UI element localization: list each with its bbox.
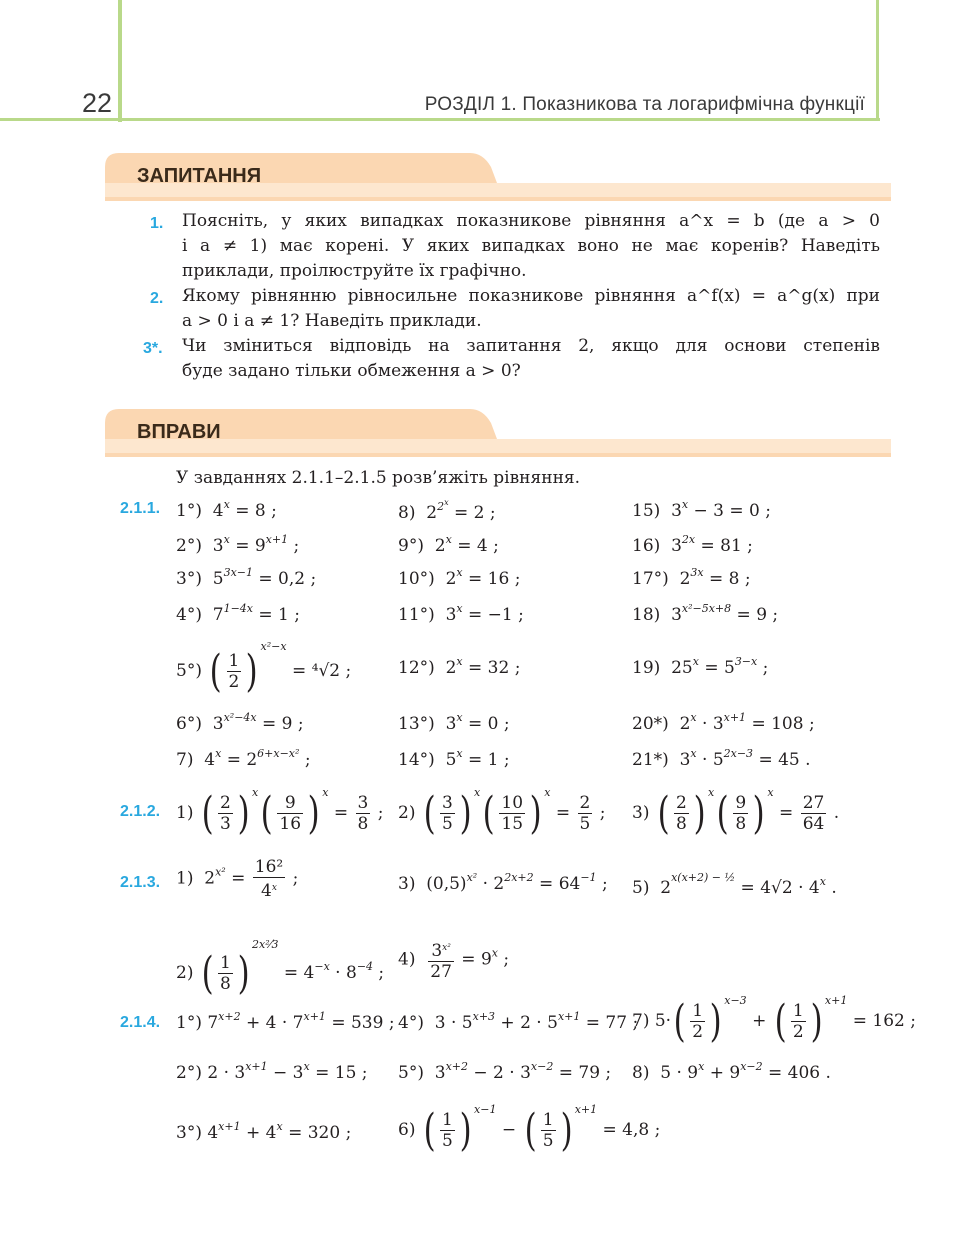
exercise-item: 11°) $3^x = -1$ ;: [398, 602, 524, 625]
exercise-item: 19) $25^x = 5^{3-x}$ ;: [632, 655, 769, 678]
exercise-item: 2) ( $\frac{3}{5}$ ) $^x$( $\frac{10}{15}$ ) $^x$ = $\frac{2}{5}$ ;: [398, 786, 606, 839]
exercise-item: 14°) $5^x = 1$ ;: [398, 747, 510, 770]
exercises-header-band: [105, 409, 891, 451]
exercise-item: 7) $4^x = 2^{6+x-x^2}$ ;: [176, 747, 311, 770]
page-number: 22: [82, 88, 113, 118]
question-line: a > 0 і a ≠ 1? Наведіть приклади.: [182, 311, 482, 331]
question-1-text: [182, 209, 880, 284]
exercise-number: 2.1.4.: [120, 1014, 161, 1031]
frame-line-right: [876, 0, 879, 121]
question-line: буде задано тільки обмеження a > 0?: [182, 361, 521, 381]
question-number: 3*.: [143, 340, 163, 357]
exercise-item: 12°) $2^x = 32$ ;: [398, 655, 521, 678]
exercise-item: 18) $3^{x^2-5x+8} = 9$ ;: [632, 602, 779, 625]
exercise-item: 1) $2^{x^2}$ = $\frac{\text{16²}}{4^x}$ ;: [176, 857, 299, 901]
exercise-item: 5°) $3^{x+2} - 2 \cdot 3^{x-2} = 79$ ;: [398, 1060, 612, 1083]
running-head: РОЗДІЛ 1. Показникова та логарифмічна функції: [424, 94, 865, 115]
exercise-item: 6°) $3^{x^2-4x} = 9$ ;: [176, 711, 304, 734]
exercise-number: 2.1.3.: [120, 874, 161, 891]
question-line: Поясніть, у яких випадках показникове рівняння a^x = b (де a > 0: [182, 211, 880, 231]
question-3-text: [182, 334, 880, 384]
exercise-item: 3) ( $\frac{2}{8}$ ) $^x$( $\frac{9}{8}$ ) $^x$ = $\frac{27}{64}$ .: [632, 786, 840, 839]
exercise-item: 5) $2^{x(x+2) - \frac{1}{2}} = 4√2 \cdot 4^x$ .: [632, 871, 837, 898]
question-number: 1.: [150, 215, 164, 232]
exercise-number: 2.1.1.: [120, 500, 161, 517]
exercise-item: 4°) $3 \cdot 5^{x+3} + 2 \cdot 5^{x+1} = 77$ ;: [398, 1010, 639, 1033]
exercise-item: 2°) $3^x = 9^{x+1}$ ;: [176, 533, 300, 556]
question-line: Якому рівнянню рівносильне показникове рівняння a^f(x) = a^g(x) при: [182, 286, 880, 306]
questions-header-band: [105, 153, 891, 195]
frame-line-horizontal: [0, 118, 880, 121]
frame-line-vertical: [118, 0, 122, 122]
exercise-item: 3) $(0,5)^{x^2} \cdot 2^{2x+2} = 64^{-1}$ ;: [398, 871, 608, 894]
question-line: приклади, проілюструйте їх графічно.: [182, 261, 527, 281]
question-2-text: [182, 284, 880, 334]
exercise-item: 1°) $7^{x+2} + 4 \cdot 7^{x+1} = 539$ ;: [176, 1010, 395, 1033]
exercise-item: 21*) $3^x \cdot 5^{2x-3} = 45$ .: [632, 747, 811, 770]
exercise-item: 6) ( $\frac{1}{5}$ ) $^{x-1}$ − ( $\frac{1}{5}$ ) $^{x+1}$ = 4,8 ;: [398, 1103, 661, 1156]
exercise-item: 5°) ( $\frac{1}{2}$ ) $^{x^2-x}$ = ⁴√2 ;: [176, 640, 352, 697]
exercise-item: 2°) $2 \cdot 3^{x+1} - 3^x = 15$ ;: [176, 1060, 368, 1083]
exercise-item: 8) $5 \cdot 9^x + 9^{x-2} = 406$ .: [632, 1060, 831, 1083]
exercise-item: 10°) $2^x = 16$ ;: [398, 566, 521, 589]
exercise-item: 1°) $4^x = 8$ ;: [176, 498, 277, 521]
exercises-title: ВПРАВИ: [137, 421, 221, 443]
exercise-item: 4) $\frac{3^{x^2}}{27}$ = $9^x$ ;: [398, 938, 509, 982]
exercise-item: 4°) $7^{1-4x} = 1$ ;: [176, 602, 300, 625]
exercise-item: 8) $2^{2^x} = 2$ ;: [398, 498, 496, 523]
exercise-item: 17°) $2^{3x} = 8$ ;: [632, 566, 751, 589]
section-band-shape: [105, 409, 891, 457]
exercise-item: 15) $3^x - 3 = 0$ ;: [632, 498, 771, 521]
exercise-item: 13°) $3^x = 0$ ;: [398, 711, 510, 734]
exercise-item: 3°) $4^{x+1} + 4^x = 320$ ;: [176, 1120, 352, 1143]
exercise-item: 16) $3^{2x} = 81$ ;: [632, 533, 753, 556]
exercise-item: 7) 5·( $\frac{1}{2}$ ) $^{x-3}$ + ( $\frac{1}{2}$ ) $^{x+1}$ = 162 ;: [632, 994, 916, 1047]
exercises-intro: У завданнях 2.1.1–2.1.5 розв’яжіть рівняння.: [176, 468, 581, 488]
question-line: Чи зміниться відповідь на запитання 2, якщо для основи степенів: [182, 336, 880, 356]
exercise-item: 2) ( $\frac{1}{8}$ )$^{2x^2⁄3} = 4^{-x} \cdot 8^{-4}$ ;: [176, 938, 385, 999]
questions-title: ЗАПИТАННЯ: [137, 165, 262, 187]
exercise-item: 20*) $2^x \cdot 3^{x+1} = 108$ ;: [632, 711, 815, 734]
question-number: 2.: [150, 290, 164, 307]
exercise-item: 3°) $5^{3x-1} = 0,2$ ;: [176, 566, 317, 589]
exercise-number: 2.1.2.: [120, 803, 161, 820]
exercise-item: 1) ( $\frac{2}{3}$ ) $^x$( $\frac{9}{16}$ ) $^x$ = $\frac{3}{8}$ ;: [176, 786, 384, 839]
exercise-item: 9°) $2^x = 4$ ;: [398, 533, 499, 556]
question-line: і a ≠ 1) має корені. У яких випадках воно не має коренів? Наведіть: [182, 236, 880, 256]
